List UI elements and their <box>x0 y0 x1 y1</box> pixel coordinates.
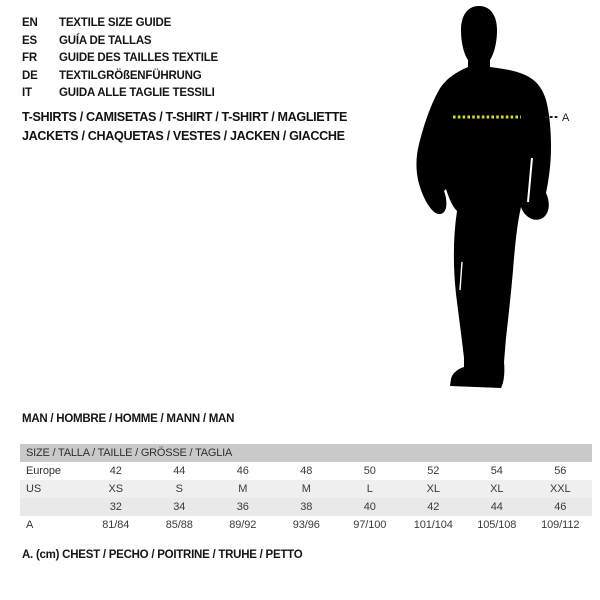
cell: L <box>366 483 373 495</box>
row-label: Europe <box>26 465 61 477</box>
cell: 81/84 <box>102 519 130 531</box>
cell: 36 <box>236 501 249 513</box>
row-label <box>20 498 84 516</box>
footnote-chest: A. (cm) CHEST / PECHO / POITRINE / TRUHE / PETTO <box>22 549 303 561</box>
language-list <box>22 15 218 103</box>
category-tshirts: T-SHIRTS / CAMISETAS / T-SHIRT / T-SHIRT / MAGLIETTE <box>22 110 348 124</box>
table-row-chest-a <box>20 516 592 534</box>
cell: 52 <box>427 465 440 477</box>
cell: 50 <box>363 465 376 477</box>
size-table-header: SIZE / TALLA / TAILLE / GRÖSSE / TAGLIA <box>20 444 592 462</box>
cell: 109/112 <box>541 519 580 531</box>
cell: S <box>175 483 183 495</box>
cell: XS <box>108 483 123 495</box>
size-table <box>20 444 592 534</box>
table-row-us <box>20 480 592 498</box>
lang-code: EN <box>22 17 38 29</box>
measure-a-label: A <box>562 112 570 124</box>
lang-row-it <box>22 85 218 103</box>
cell: 40 <box>363 501 376 513</box>
section-title-man: MAN / HOMBRE / HOMME / MANN / MAN <box>22 413 235 425</box>
cell: 44 <box>490 501 503 513</box>
category-block <box>22 108 347 145</box>
cell: 93/96 <box>292 519 320 531</box>
lang-row-en <box>22 15 218 33</box>
lang-code: ES <box>22 34 37 47</box>
cell: XXL <box>550 483 571 495</box>
man-silhouette-figure <box>398 0 582 400</box>
lang-label: GUIDE DES TAILLES TEXTILE <box>59 52 218 64</box>
table-row-europe <box>20 462 592 480</box>
lang-code: IT <box>22 87 32 99</box>
row-label: US <box>26 483 42 495</box>
cell: 105/108 <box>477 519 517 531</box>
lang-code: DE <box>22 69 38 82</box>
cell: 38 <box>300 501 313 513</box>
lang-label: TEXTILGRÖßENFÜHRUNG <box>59 69 202 82</box>
cell: 46 <box>236 465 249 477</box>
category-jackets: JACKETS / CHAQUETAS / VESTES / JACKEN / GIACCHE <box>22 128 345 143</box>
lang-label: GUIDA ALLE TAGLIE TESSILI <box>59 87 215 99</box>
lang-row-es <box>22 33 218 51</box>
cell: 46 <box>554 501 567 513</box>
cell: 48 <box>300 465 313 477</box>
lang-label: GUÍA DE TALLAS <box>59 34 152 47</box>
cell: 54 <box>490 465 503 477</box>
cell: M <box>301 483 311 495</box>
cell: 44 <box>173 465 186 477</box>
cell: 89/92 <box>229 519 257 531</box>
lang-code: FR <box>22 52 37 64</box>
cell: XL <box>490 483 504 495</box>
cell: M <box>238 483 248 495</box>
cell: 85/88 <box>165 519 193 531</box>
cell: 42 <box>427 501 440 513</box>
man-silhouette <box>416 6 551 388</box>
cell: 34 <box>173 501 186 513</box>
cell: 56 <box>554 465 567 477</box>
lang-row-de <box>22 68 218 86</box>
lang-row-fr <box>22 50 218 68</box>
cell: 101/104 <box>413 519 453 531</box>
cell: 97/100 <box>353 519 387 531</box>
lang-label: TEXTILE SIZE GUIDE <box>59 17 172 29</box>
row-label: A <box>26 519 34 531</box>
cell: 42 <box>109 465 122 477</box>
cell: XL <box>426 483 440 495</box>
cell: 32 <box>109 501 122 513</box>
table-row-numeric <box>20 498 592 516</box>
